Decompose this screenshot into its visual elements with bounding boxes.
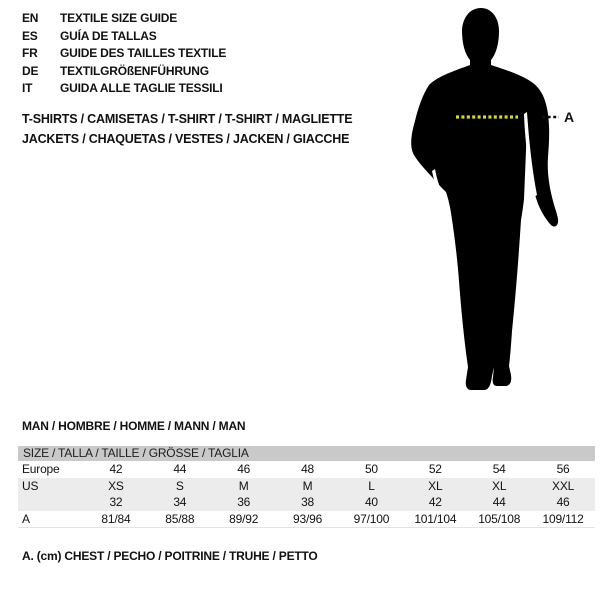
size-cell: 44 — [173, 462, 187, 476]
language-row-en — [22, 10, 226, 28]
size-cell: 40 — [364, 495, 378, 509]
size-cell: 54 — [492, 462, 506, 476]
size-cell: 46 — [556, 495, 570, 509]
language-code: DE — [22, 63, 39, 78]
language-code: IT — [22, 81, 33, 96]
language-label: GUIDE DES TAILLES TEXTILE — [60, 46, 227, 61]
language-list — [22, 10, 226, 98]
size-cell: L — [368, 478, 375, 493]
size-cell: 50 — [364, 462, 378, 476]
size-cell: 36 — [237, 495, 251, 509]
size-cell: M — [302, 478, 313, 493]
size-cell: M — [238, 478, 249, 493]
row-label: A — [22, 511, 30, 526]
size-cell: 38 — [301, 495, 315, 509]
size-cell: XS — [108, 478, 124, 493]
language-label: TEXTILGRÖßENFÜHRUNG — [60, 63, 209, 78]
size-cell: 44 — [492, 495, 506, 509]
language-row-it — [22, 80, 226, 98]
size-cell: 97/100 — [353, 511, 390, 526]
language-label: GUIDA ALLE TAGLIE TESSILI — [60, 81, 223, 96]
size-table — [18, 446, 595, 528]
size-cell: S — [175, 478, 184, 493]
row-label: Europe — [22, 462, 60, 476]
row-label — [18, 494, 84, 511]
size-cell: 56 — [556, 462, 570, 476]
size-table-header: SIZE / TALLA / TAILLE / GRÖSSE / TAGLIA — [18, 446, 595, 461]
size-cell: XL — [428, 478, 443, 493]
size-cell: 89/92 — [229, 511, 259, 526]
size-cell: 42 — [109, 462, 123, 476]
language-label: GUÍA DE TALLAS — [60, 28, 157, 43]
category-line-jackets: JACKETS / CHAQUETAS / VESTES / JACKEN / GIACCHE — [22, 131, 350, 146]
size-cell: 46 — [237, 462, 251, 476]
measurement-footnote: A. (cm) CHEST / PECHO / POITRINE / TRUHE / PETTO — [22, 549, 318, 563]
size-cell: 42 — [428, 495, 442, 509]
table-row-alt-sizes — [18, 494, 595, 511]
size-cell: 109/112 — [542, 511, 584, 526]
category-line-tshirts: T-SHIRTS / CAMISETAS / T-SHIRT / T-SHIRT / MAGLIETTE — [22, 112, 353, 126]
size-cell: 85/88 — [165, 511, 195, 526]
size-cell: 32 — [109, 495, 123, 509]
language-label: TEXTILE SIZE GUIDE — [60, 11, 178, 25]
language-code: ES — [22, 28, 38, 43]
size-cell: 81/84 — [101, 511, 131, 526]
language-row-es — [22, 28, 226, 46]
size-cell: 52 — [428, 462, 442, 476]
size-cell: 101/104 — [414, 511, 457, 526]
size-cell: 105/108 — [478, 511, 521, 526]
table-row-chest-a — [18, 511, 595, 528]
size-cell: XXL — [552, 478, 575, 493]
man-silhouette-figure — [400, 0, 600, 400]
language-row-fr — [22, 45, 226, 63]
table-row-europe — [18, 461, 595, 478]
size-cell: 34 — [173, 495, 187, 509]
row-label: US — [22, 478, 39, 493]
section-title-man: MAN / HOMBRE / HOMME / MANN / MAN — [22, 419, 246, 433]
language-code: FR — [22, 46, 38, 61]
measurement-label-a: A — [564, 109, 574, 125]
language-code: EN — [22, 11, 39, 25]
man-silhouette-svg — [400, 0, 600, 400]
size-cell: 93/96 — [293, 511, 323, 526]
category-heading — [22, 110, 352, 149]
man-silhouette-body — [411, 8, 558, 390]
size-cell: XL — [492, 478, 507, 493]
table-row-us — [18, 478, 595, 495]
language-row-de — [22, 63, 226, 81]
size-cell: 48 — [301, 462, 315, 476]
